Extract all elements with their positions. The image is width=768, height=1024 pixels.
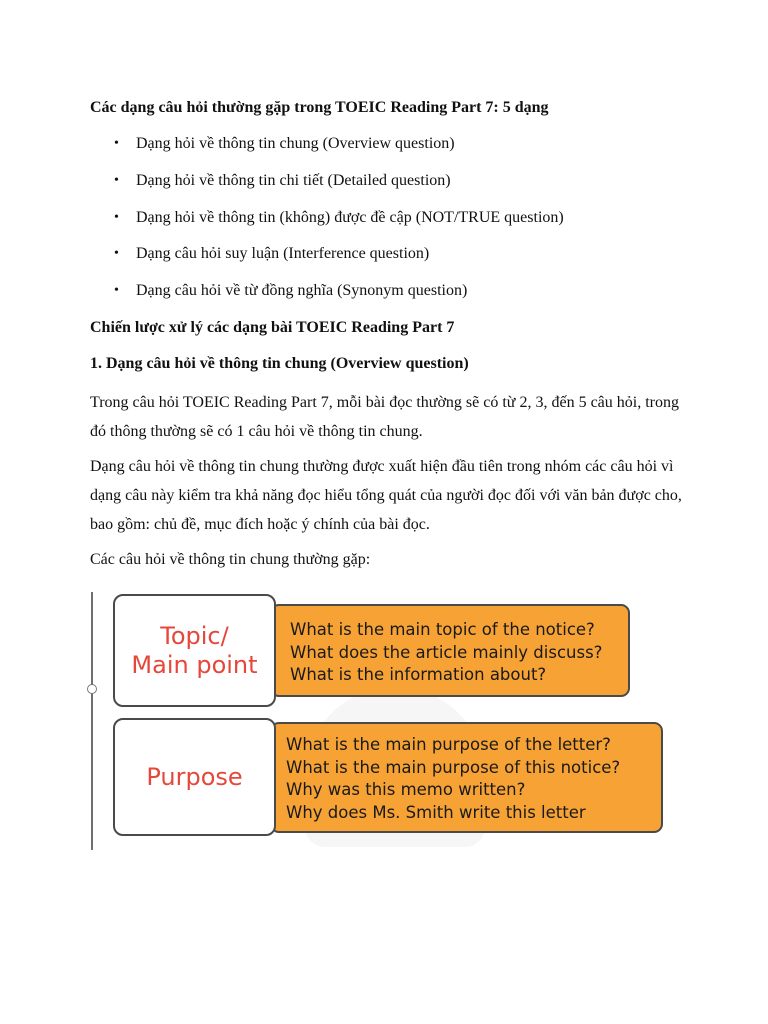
category-label-topic: [113, 594, 276, 707]
question-text: What does the article mainly discuss?: [290, 642, 603, 662]
question-text: What is the main purpose of this notice?: [286, 757, 621, 777]
question-box-topic: [270, 604, 630, 697]
label-line: Main point: [131, 650, 258, 679]
question-text: What is the main topic of the notice?: [290, 620, 595, 639]
question-text: Why does Ms. Smith write this letter: [286, 802, 586, 822]
paragraph: Dạng câu hỏi về thông tin chung thường được xuất hiện đầu tiên trong nhóm các câu hỏi vì dạng câu này kiểm tra khả năng đọc hiểu tổng quát của người đọc đối với văn bản được cho, bao gồm: chủ đề, mục đích hoặc ý chính của bài đọc.: [90, 457, 682, 533]
label-line: Purpose: [146, 762, 243, 791]
section-heading-strategy: Chiến lược xử lý các dạng bài TOEIC Reading Part 7: [90, 318, 455, 336]
question-box-purpose: [270, 722, 663, 833]
figure-left-border: [91, 592, 93, 850]
question-text: Why was this memo written?: [286, 780, 526, 799]
list-item: • Dạng câu hỏi suy luận (Interference question): [90, 242, 690, 266]
section-heading-question-types: Các dạng câu hỏi thường gặp trong TOEIC Reading Part 7: 5 dạng: [90, 99, 549, 116]
paragraph: Trong câu hỏi TOEIC Reading Part 7, mỗi bài đọc thường sẽ có từ 2, 3, đến 5 câu hỏi, trong đó thông thường sẽ có 1 câu hỏi về thông tin chung.: [90, 393, 679, 440]
question-text: What is the information about?: [290, 665, 547, 684]
list-item: • Dạng hỏi về thông tin chi tiết (Detailed question): [90, 169, 690, 193]
question-text: What is the main purpose of the letter?: [286, 735, 611, 754]
section-heading-overview: 1. Dạng câu hỏi về thông tin chung (Overview question): [90, 354, 469, 372]
list-item: • Dạng hỏi về thông tin (không) được đề cập (NOT/TRUE question): [90, 206, 690, 230]
list-item: • Dạng hỏi về thông tin chung (Overview question): [90, 132, 690, 156]
category-label-purpose: [113, 718, 276, 836]
paragraph: Các câu hỏi về thông tin chung thường gặp:: [90, 550, 371, 568]
list-item: • Dạng câu hỏi về từ đồng nghĩa (Synonym question): [90, 279, 690, 303]
label-line: Topic/: [160, 621, 229, 650]
question-type-list: [90, 132, 690, 303]
article-body: [90, 96, 690, 580]
resize-handle[interactable]: [87, 684, 97, 694]
overview-questions-figure: [90, 592, 680, 850]
